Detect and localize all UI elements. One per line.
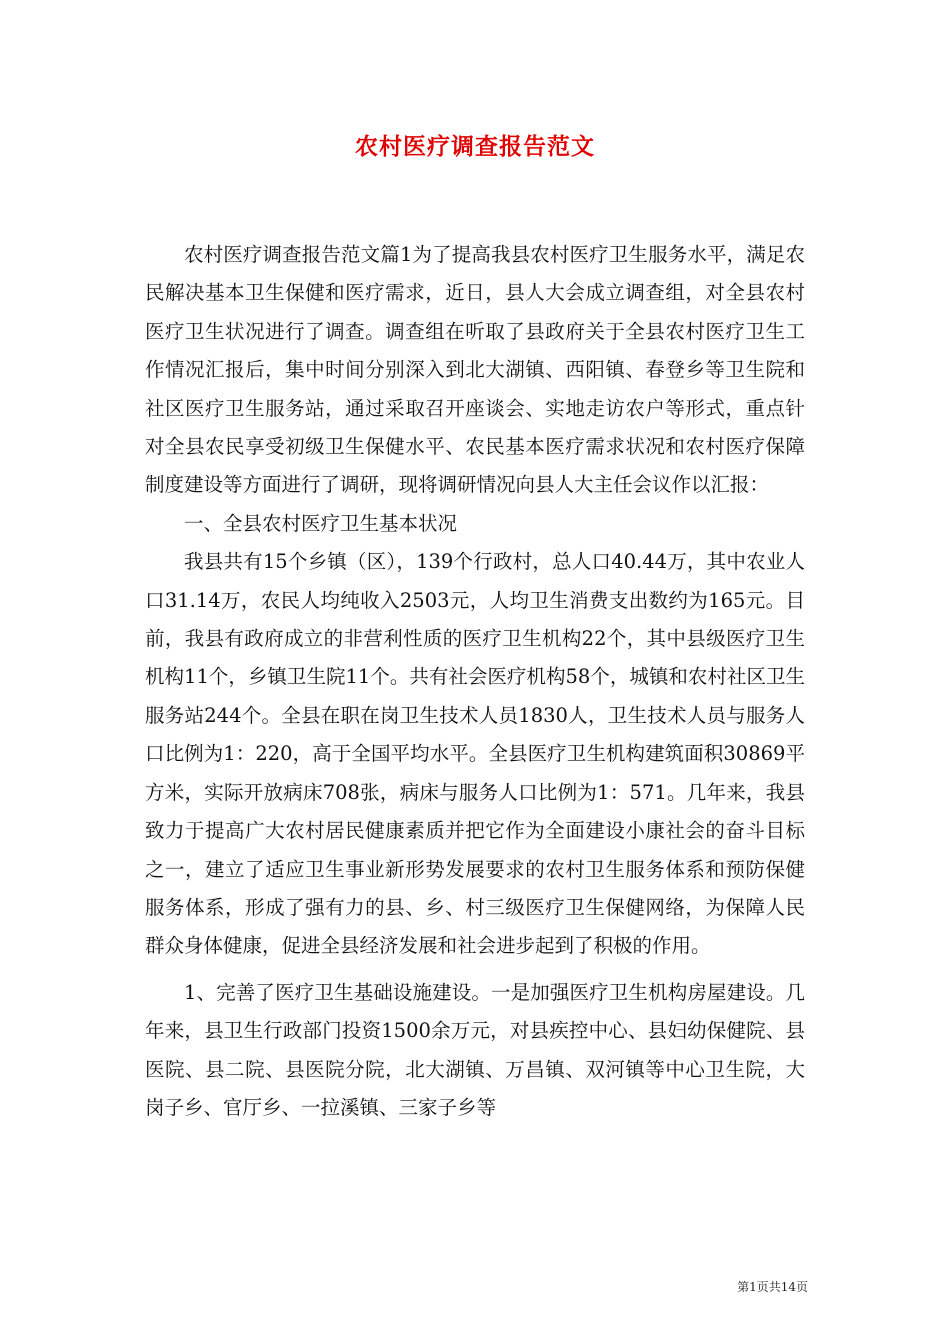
paragraph-overview: 我县共有15个乡镇（区），139个行政村，总人口40.44万，其中农业人口31.14万，农民人均纯收入2503元，人均卫生消费支出数约为165元。目前，我县有政府成立的非营利性质的医疗卫生机构22个，其中县级医疗卫生机构11个，乡镇卫生院11个。共有社会医疗机构58个，城镇和农村社区卫生服务站244个。全县在职在岗卫生技术人员1830人，卫生技术人员与服务人口比例为1：220，高于全国平均水平。全县医疗卫生机构建筑面积30869平方米，实际开放病床708张，病床与服务人口比例为1：571。几年来，我县致力于提高广大农村居民健康素质并把它作为全面建设小康社会的奋斗目标之一，建立了适应卫生事业新形势发展要求的农村卫生服务体系和预防保健服务体系，形成了强有力的县、乡、村三级医疗卫生保健网络，为保障人民群众身体健康，促进全县经济发展和社会进步起到了积极的作用。 <box>145 550 805 958</box>
document-title: 农村医疗调查报告范文 <box>355 133 595 160</box>
page-number: 第1页共14页 <box>737 1280 808 1294</box>
document-body <box>145 236 805 1127</box>
section-heading: 一、全县农村医疗卫生基本状况 <box>184 511 458 535</box>
paragraph-infrastructure: 1、完善了医疗卫生基础设施建设。一是加强医疗卫生机构房屋建设。几年来，县卫生行政部门投资1500余万元，对县疾控中心、县妇幼保健院、县医院、县二院、县医院分院，北大湖镇、万昌镇、双河镇等中心卫生院，大岗子乡、官厅乡、一拉溪镇、三家子乡等 <box>145 980 805 1119</box>
paragraph-intro: 农村医疗调查报告范文篇1为了提高我县农村医疗卫生服务水平，满足农民解决基本卫生保健和医疗需求，近日，县人大会成立调查组，对全县农村医疗卫生状况进行了调查。调查组在听取了县政府关于全县农村医疗卫生工作情况汇报后，集中时间分别深入到北大湖镇、西阳镇、春登乡等卫生院和社区医疗卫生服务站，通过采取召开座谈会、实地走访农户等形式，重点针对全县农民享受初级卫生保健水平、农民基本医疗需求状况和农村医疗保障制度建设等方面进行了调研，现将调研情况向县人大主任会议作以汇报： <box>145 243 805 497</box>
